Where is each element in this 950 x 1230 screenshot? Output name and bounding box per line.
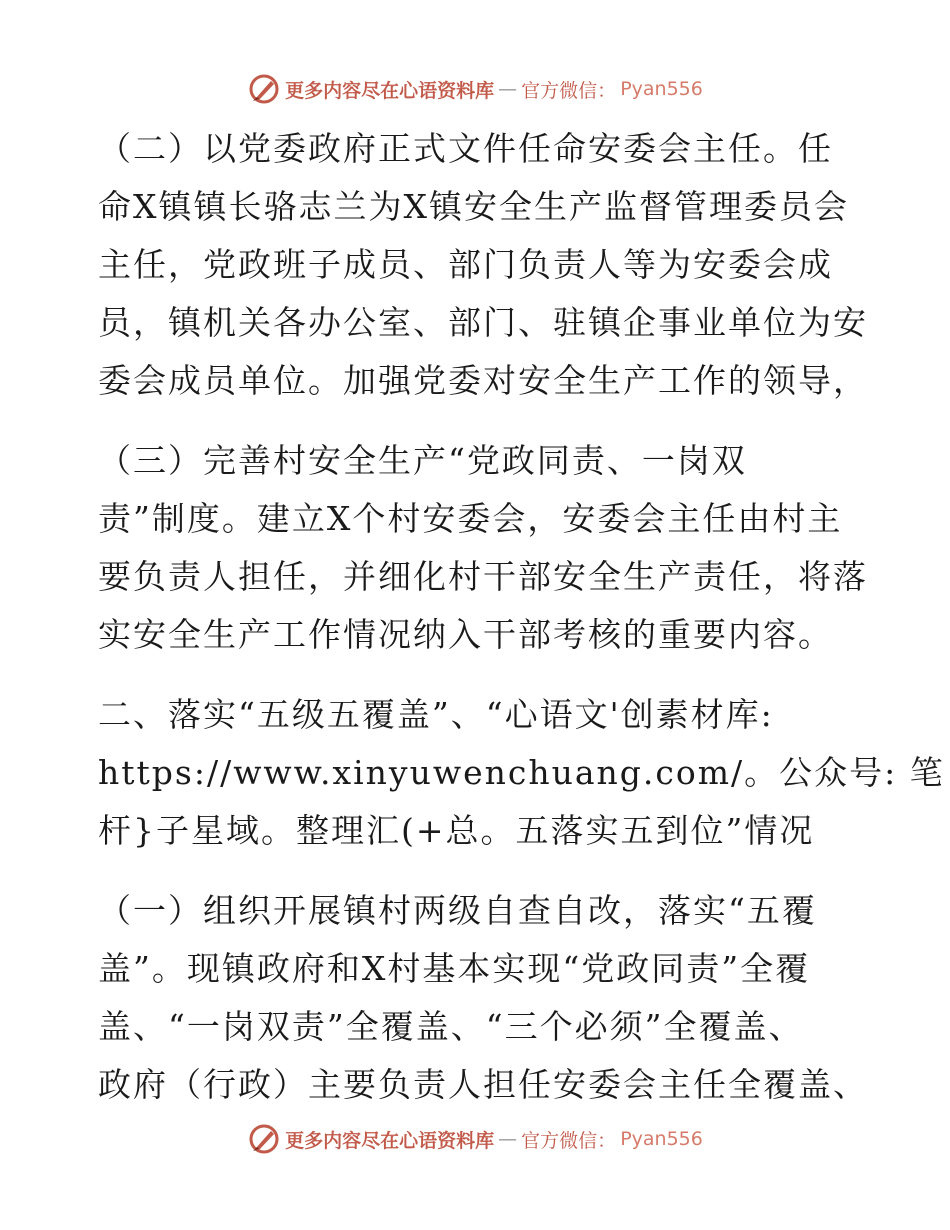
text-line: 二、落实“五级五覆盖”、“心语文'创素材库: — [98, 695, 774, 734]
document-body — [98, 120, 945, 1114]
text-line: 责”制度。建立X个村安委会，安委会主任由村主 — [98, 499, 843, 538]
header-watermark — [0, 72, 950, 106]
paragraph-gap — [98, 410, 858, 432]
section-heading-paragraph — [98, 686, 945, 860]
footer-watermark — [0, 1122, 950, 1156]
text-line: 主任，党政班子成员、部门负责人等为安委会成 — [98, 245, 833, 284]
watermark-head: 更多内容尽在心语资料库 — [285, 1129, 495, 1152]
text-line: 政府（行政）主要负责人担任安委会主任全覆盖、 — [98, 1065, 868, 1104]
text-line: 盖”。现镇政府和X村基本实现“党政同责”全覆 — [98, 949, 811, 988]
paragraph-gap — [98, 664, 858, 686]
text-line: 杆}子星域。整理汇(+总。五落实五到位”情况 — [98, 811, 815, 850]
text-line: 命X镇镇长骆志兰为X镇安全生产监督管理委员会 — [98, 187, 849, 226]
watermark-separator: — — [498, 78, 518, 100]
watermark-wechat-id: Pyan556 — [620, 1128, 703, 1150]
text-line: 员，镇机关各办公室、部门、驻镇企事业单位为安 — [98, 303, 868, 342]
text-line: https://www.xinyuwenchuang.com/。公众号: 笔 — [98, 753, 945, 792]
paragraph-2 — [98, 120, 868, 410]
pen-logo-icon — [247, 72, 281, 106]
paragraph-3 — [98, 432, 868, 664]
paragraph-1 — [98, 882, 868, 1114]
text-line: 要负责人担任，并细化村干部安全生产责任，将落 — [98, 557, 868, 596]
text-line: 委会成员单位。加强党委对安全生产工作的领导， — [98, 361, 868, 400]
text-line: （二）以党委政府正式文件任命安委会主任。任 — [98, 129, 833, 168]
watermark-head: 更多内容尽在心语资料库 — [285, 79, 495, 102]
watermark-wechat-label: 官方微信： — [521, 79, 617, 102]
text-line: （三）完善村安全生产“党政同责、一岗双 — [98, 441, 747, 480]
watermark-wechat-id: Pyan556 — [620, 78, 703, 100]
watermark-wechat-label: 官方微信： — [521, 1129, 617, 1152]
watermark-separator: — — [498, 1128, 518, 1150]
text-line: 实安全生产工作情况纳入干部考核的重要内容。 — [98, 615, 833, 654]
text-line: （一）组织开展镇村两级自查自改，落实“五覆 — [98, 891, 817, 930]
pen-logo-icon — [247, 1122, 281, 1156]
paragraph-gap — [98, 860, 858, 882]
text-line: 盖、“一岗双责”全覆盖、“三个必须”全覆盖、 — [98, 1007, 804, 1046]
